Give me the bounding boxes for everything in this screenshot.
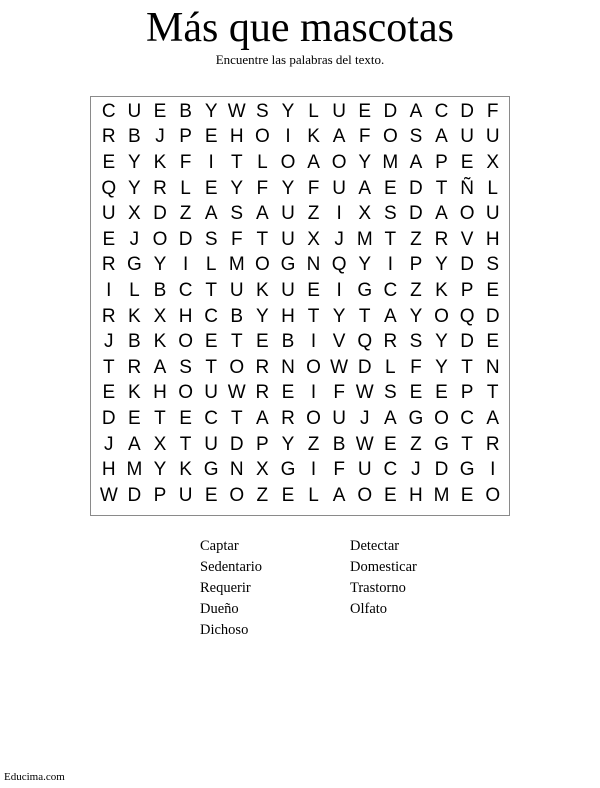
- grid-letter: Y: [128, 151, 141, 173]
- grid-letter: Z: [307, 203, 320, 225]
- grid-letter: E: [179, 407, 192, 429]
- grid-letter: R: [101, 126, 116, 148]
- grid-letter: A: [256, 203, 269, 225]
- grid-letter: W: [355, 433, 374, 455]
- grid-letter: B: [153, 279, 167, 301]
- grid-letter: J: [155, 126, 165, 148]
- grid-letter: E: [128, 407, 141, 429]
- grid-letter: E: [486, 331, 500, 353]
- grid-letter: L: [487, 177, 498, 199]
- word-list-column-1: [200, 536, 262, 641]
- grid-letter: D: [229, 433, 244, 455]
- grid-letter: I: [182, 254, 189, 276]
- grid-letter: H: [485, 228, 500, 250]
- grid-letter: C: [101, 100, 116, 122]
- grid-letter: G: [127, 254, 142, 276]
- grid-letter: Y: [281, 177, 295, 199]
- grid-letter: A: [383, 407, 397, 429]
- grid-letter: A: [435, 126, 448, 148]
- footer-site-label: Educima.com: [4, 771, 65, 783]
- grid-letter: J: [334, 228, 344, 250]
- grid-letter: W: [355, 382, 374, 404]
- grid-letter: H: [153, 382, 167, 404]
- grid-letter: E: [409, 382, 423, 404]
- grid-letter: A: [383, 305, 397, 327]
- grid-letter: U: [332, 100, 346, 122]
- grid-letter: K: [128, 382, 141, 404]
- grid-letter: T: [435, 177, 448, 199]
- grid-letter: Y: [153, 459, 167, 481]
- grid-letter: T: [179, 433, 192, 455]
- grid-letter: U: [460, 126, 474, 148]
- grid-letter: K: [128, 305, 141, 327]
- grid-letter: V: [460, 228, 474, 250]
- grid-letter: U: [332, 177, 346, 199]
- grid-letter: X: [153, 305, 167, 327]
- grid-letter: G: [408, 407, 424, 429]
- grid-letter: J: [411, 459, 421, 481]
- grid-letter: O: [382, 126, 398, 148]
- grid-letter: O: [434, 305, 449, 327]
- grid-letter: F: [358, 126, 371, 148]
- grid-letter: F: [307, 177, 320, 199]
- grid-letter: Y: [358, 254, 372, 276]
- grid-letter: O: [459, 203, 475, 225]
- grid-letter: M: [433, 484, 450, 506]
- grid-letter: L: [129, 279, 140, 301]
- grid-letter: V: [332, 331, 346, 353]
- grid-letter: Y: [256, 305, 269, 327]
- grid-letter: A: [486, 407, 500, 429]
- grid-letter: C: [178, 279, 193, 301]
- grid-letter: B: [179, 100, 192, 122]
- grid-letter: E: [102, 228, 116, 250]
- grid-letter: I: [336, 279, 342, 301]
- grid-letter: K: [307, 126, 320, 148]
- grid-letter: U: [485, 126, 500, 148]
- grid-letter: R: [255, 382, 270, 404]
- word-list-item: Sedentario: [200, 559, 263, 575]
- grid-letter: E: [204, 177, 218, 199]
- grid-letter: N: [306, 254, 321, 276]
- grid-letter: S: [179, 356, 192, 378]
- grid-letter: Z: [410, 433, 422, 455]
- grid-letter: E: [204, 126, 218, 148]
- grid-letter: S: [486, 254, 500, 276]
- grid-letter: F: [230, 228, 243, 250]
- grid-letter: S: [230, 203, 244, 225]
- grid-letter: T: [307, 305, 320, 327]
- grid-letter: O: [178, 331, 193, 353]
- grid-letter: P: [409, 254, 423, 276]
- grid-letter: A: [332, 126, 346, 148]
- grid-letter: D: [460, 331, 474, 353]
- grid-letter: E: [204, 484, 218, 506]
- grid-letter: C: [204, 407, 219, 429]
- grid-letter: E: [383, 484, 397, 506]
- grid-letter: U: [485, 203, 500, 225]
- grid-letter: H: [281, 305, 295, 327]
- grid-letter: W: [330, 356, 349, 378]
- grid-letter: W: [227, 100, 246, 122]
- grid-letter: P: [179, 126, 192, 148]
- grid-letter: O: [306, 356, 321, 378]
- grid-letter: M: [356, 228, 373, 250]
- grid-letter: M: [126, 459, 143, 481]
- grid-letter: R: [383, 331, 398, 353]
- grid-letter: E: [383, 433, 397, 455]
- grid-letter: I: [490, 459, 496, 481]
- word-list-item: Domesticar: [350, 559, 417, 575]
- grid-letter: D: [178, 228, 193, 250]
- grid-letter: A: [153, 356, 167, 378]
- grid-letter: E: [281, 484, 295, 506]
- grid-letter: I: [310, 331, 317, 353]
- grid-letter: D: [101, 407, 116, 429]
- grid-letter: C: [204, 305, 219, 327]
- grid-letter: D: [460, 100, 474, 122]
- grid-letter: T: [461, 433, 473, 455]
- grid-letter: K: [153, 331, 167, 353]
- grid-letter: A: [435, 203, 448, 225]
- grid-letter: X: [153, 433, 167, 455]
- grid-letter: A: [332, 484, 346, 506]
- grid-letter: R: [281, 407, 295, 429]
- grid-letter: R: [434, 228, 449, 250]
- grid-letter: G: [459, 459, 475, 481]
- grid-letter: U: [204, 433, 219, 455]
- grid-letter: H: [178, 305, 193, 327]
- grid-letter: O: [485, 484, 501, 506]
- word-list-item: Detectar: [350, 538, 400, 554]
- grid-letter: O: [254, 254, 270, 276]
- grid-letter: Q: [357, 331, 373, 353]
- grid-letter: E: [102, 151, 116, 173]
- grid-letter: E: [460, 484, 474, 506]
- grid-letter: L: [205, 254, 217, 276]
- grid-letter: A: [128, 433, 141, 455]
- grid-letter: Z: [410, 228, 422, 250]
- grid-letter: O: [434, 407, 449, 429]
- grid-letter: Y: [435, 331, 448, 353]
- grid-letter: N: [229, 459, 244, 481]
- grid-letter: U: [281, 228, 295, 250]
- grid-letter: O: [331, 151, 347, 173]
- grid-letter: E: [153, 100, 167, 122]
- grid-letter: X: [486, 151, 500, 173]
- grid-letter: Y: [128, 177, 141, 199]
- grid-letter: L: [257, 151, 268, 173]
- grid-letter: X: [256, 459, 269, 481]
- grid-letter: R: [127, 356, 142, 378]
- grid-letter: A: [409, 100, 423, 122]
- grid-letter: O: [229, 356, 245, 378]
- grid-letter: U: [281, 203, 295, 225]
- grid-letter: Y: [153, 254, 167, 276]
- grid-letter: D: [485, 305, 500, 327]
- grid-letter: L: [385, 356, 396, 378]
- grid-letter: D: [409, 177, 423, 199]
- grid-letter: O: [178, 382, 193, 404]
- grid-letter: O: [280, 151, 296, 173]
- grid-letter: N: [485, 356, 500, 378]
- grid-letter: Y: [332, 305, 346, 327]
- grid-letter: G: [203, 459, 219, 481]
- word-list-column-2: [350, 536, 417, 620]
- letter-grid: [96, 99, 506, 509]
- grid-letter: I: [336, 203, 342, 225]
- grid-letter: Y: [435, 254, 448, 276]
- grid-letter: T: [358, 305, 371, 327]
- grid-letter: F: [333, 382, 345, 404]
- grid-letter: E: [435, 382, 448, 404]
- grid-letter: U: [229, 279, 244, 301]
- grid-letter: I: [285, 126, 291, 148]
- grid-letter: C: [434, 100, 449, 122]
- grid-letter: D: [409, 203, 423, 225]
- grid-letter: G: [357, 279, 373, 301]
- grid-letter: H: [101, 459, 116, 481]
- grid-letter: Z: [256, 484, 269, 506]
- grid-letter: U: [127, 100, 142, 122]
- grid-letter: A: [409, 151, 423, 173]
- grid-letter: R: [255, 356, 270, 378]
- grid-letter: A: [204, 203, 218, 225]
- grid-letter: B: [332, 433, 346, 455]
- grid-letter: U: [178, 484, 193, 506]
- grid-letter: F: [486, 100, 499, 122]
- grid-letter: R: [153, 177, 167, 199]
- grid-letter: X: [128, 203, 141, 225]
- grid-letter: F: [333, 459, 345, 481]
- grid-letter: F: [179, 151, 192, 173]
- grid-letter: O: [152, 228, 168, 250]
- grid-letter: W: [227, 382, 246, 404]
- grid-letter: G: [434, 433, 449, 455]
- grid-letter: Y: [358, 151, 372, 173]
- grid-letter: E: [486, 279, 500, 301]
- grid-letter: R: [101, 254, 116, 276]
- grid-letter: L: [180, 177, 191, 199]
- grid-letter: A: [256, 407, 269, 429]
- grid-letter: E: [383, 177, 397, 199]
- grid-letter: U: [204, 382, 219, 404]
- grid-letter: A: [307, 151, 320, 173]
- grid-letter: S: [256, 100, 269, 122]
- grid-letter: I: [106, 279, 112, 301]
- grid-letter: B: [128, 126, 141, 148]
- grid-letter: P: [435, 151, 448, 173]
- grid-letter: L: [308, 484, 319, 506]
- grid-letter: T: [230, 331, 243, 353]
- grid-letter: A: [358, 177, 372, 199]
- grid-letter: J: [129, 228, 140, 250]
- grid-letter: Y: [409, 305, 423, 327]
- grid-letter: T: [154, 407, 166, 429]
- grid-letter: B: [230, 305, 244, 327]
- grid-letter: E: [102, 382, 116, 404]
- grid-letter: D: [434, 459, 449, 481]
- grid-letter: Z: [179, 203, 192, 225]
- grid-letter: I: [208, 151, 214, 173]
- grid-letter: U: [357, 459, 372, 481]
- grid-letter: E: [460, 151, 474, 173]
- grid-letter: M: [382, 151, 399, 173]
- grid-letter: P: [153, 484, 167, 506]
- grid-letter: O: [306, 407, 321, 429]
- grid-letter: Q: [101, 177, 117, 199]
- grid-letter: U: [281, 279, 295, 301]
- grid-letter: B: [281, 331, 295, 353]
- grid-letter: J: [359, 407, 370, 429]
- grid-letter: P: [460, 382, 474, 404]
- grid-letter: O: [357, 484, 373, 506]
- grid-letter: Z: [307, 433, 320, 455]
- grid-letter: S: [204, 228, 218, 250]
- grid-letter: C: [383, 459, 398, 481]
- grid-letter: C: [383, 279, 398, 301]
- word-list-item: Dichoso: [200, 622, 249, 638]
- grid-letter: D: [357, 356, 372, 378]
- grid-letter: Q: [459, 305, 475, 327]
- grid-letter: N: [281, 356, 295, 378]
- grid-letter: H: [229, 126, 244, 148]
- word-list-item: Trastorno: [350, 580, 406, 596]
- grid-letter: Y: [281, 100, 295, 122]
- grid-letter: M: [228, 254, 245, 276]
- grid-letter: T: [102, 356, 115, 378]
- grid-letter: K: [153, 151, 167, 173]
- grid-letter: P: [256, 433, 269, 455]
- grid-letter: L: [308, 100, 319, 122]
- grid-letter: O: [229, 484, 245, 506]
- grid-letter: I: [310, 382, 317, 404]
- grid-letter: T: [486, 382, 499, 404]
- word-list-item: Requerir: [200, 580, 251, 596]
- grid-letter: T: [384, 228, 397, 250]
- grid-letter: C: [460, 407, 474, 429]
- grid-letter: X: [358, 203, 372, 225]
- grid-letter: T: [256, 228, 269, 250]
- grid-letter: Ñ: [460, 177, 474, 199]
- grid-letter: E: [204, 331, 218, 353]
- grid-letter: E: [307, 279, 320, 301]
- grid-letter: G: [280, 254, 296, 276]
- grid-letter: Y: [230, 177, 244, 199]
- grid-letter: U: [332, 407, 346, 429]
- grid-letter: G: [280, 459, 296, 481]
- grid-letter: D: [153, 203, 167, 225]
- word-list-item: Dueño: [200, 601, 239, 617]
- grid-letter: K: [435, 279, 448, 301]
- grid-letter: P: [460, 279, 474, 301]
- grid-letter: F: [256, 177, 269, 199]
- grid-letter: X: [307, 228, 320, 250]
- grid-letter: D: [383, 100, 398, 122]
- grid-letter: S: [409, 331, 423, 353]
- grid-letter: J: [104, 433, 114, 455]
- word-list-item: Olfato: [350, 601, 388, 617]
- grid-letter: K: [179, 459, 192, 481]
- grid-letter: T: [205, 356, 217, 378]
- grid-letter: D: [460, 254, 474, 276]
- word-list-item: Captar: [200, 538, 239, 554]
- grid-letter: S: [383, 382, 397, 404]
- grid-letter: D: [127, 484, 142, 506]
- grid-letter: Q: [331, 254, 347, 276]
- grid-letter: R: [485, 433, 500, 455]
- grid-letter: K: [256, 279, 269, 301]
- grid-letter: E: [281, 382, 295, 404]
- grid-letter: B: [128, 331, 141, 353]
- grid-letter: Y: [204, 100, 218, 122]
- grid-letter: J: [104, 331, 114, 353]
- grid-letter: E: [256, 331, 269, 353]
- word-search-grid: [90, 96, 510, 516]
- grid-letter: I: [387, 254, 393, 276]
- page-subtitle: Encuentre las palabras del texto.: [215, 52, 385, 67]
- grid-letter: E: [358, 100, 372, 122]
- page-title: Más que mascotas: [146, 5, 454, 51]
- grid-letter: F: [410, 356, 422, 378]
- grid-letter: W: [99, 484, 118, 506]
- grid-letter: S: [383, 203, 397, 225]
- grid-letter: T: [205, 279, 217, 301]
- grid-letter: S: [409, 126, 423, 148]
- grid-letter: Z: [410, 279, 422, 301]
- grid-letter: I: [310, 459, 317, 481]
- grid-letter: T: [230, 407, 243, 429]
- grid-letter: T: [461, 356, 473, 378]
- grid-letter: T: [230, 151, 243, 173]
- grid-letter: O: [254, 126, 270, 148]
- grid-letter: Y: [435, 356, 448, 378]
- grid-letter: H: [409, 484, 423, 506]
- grid-letter: Y: [281, 433, 295, 455]
- grid-letter: R: [101, 305, 116, 327]
- grid-letter: U: [101, 203, 116, 225]
